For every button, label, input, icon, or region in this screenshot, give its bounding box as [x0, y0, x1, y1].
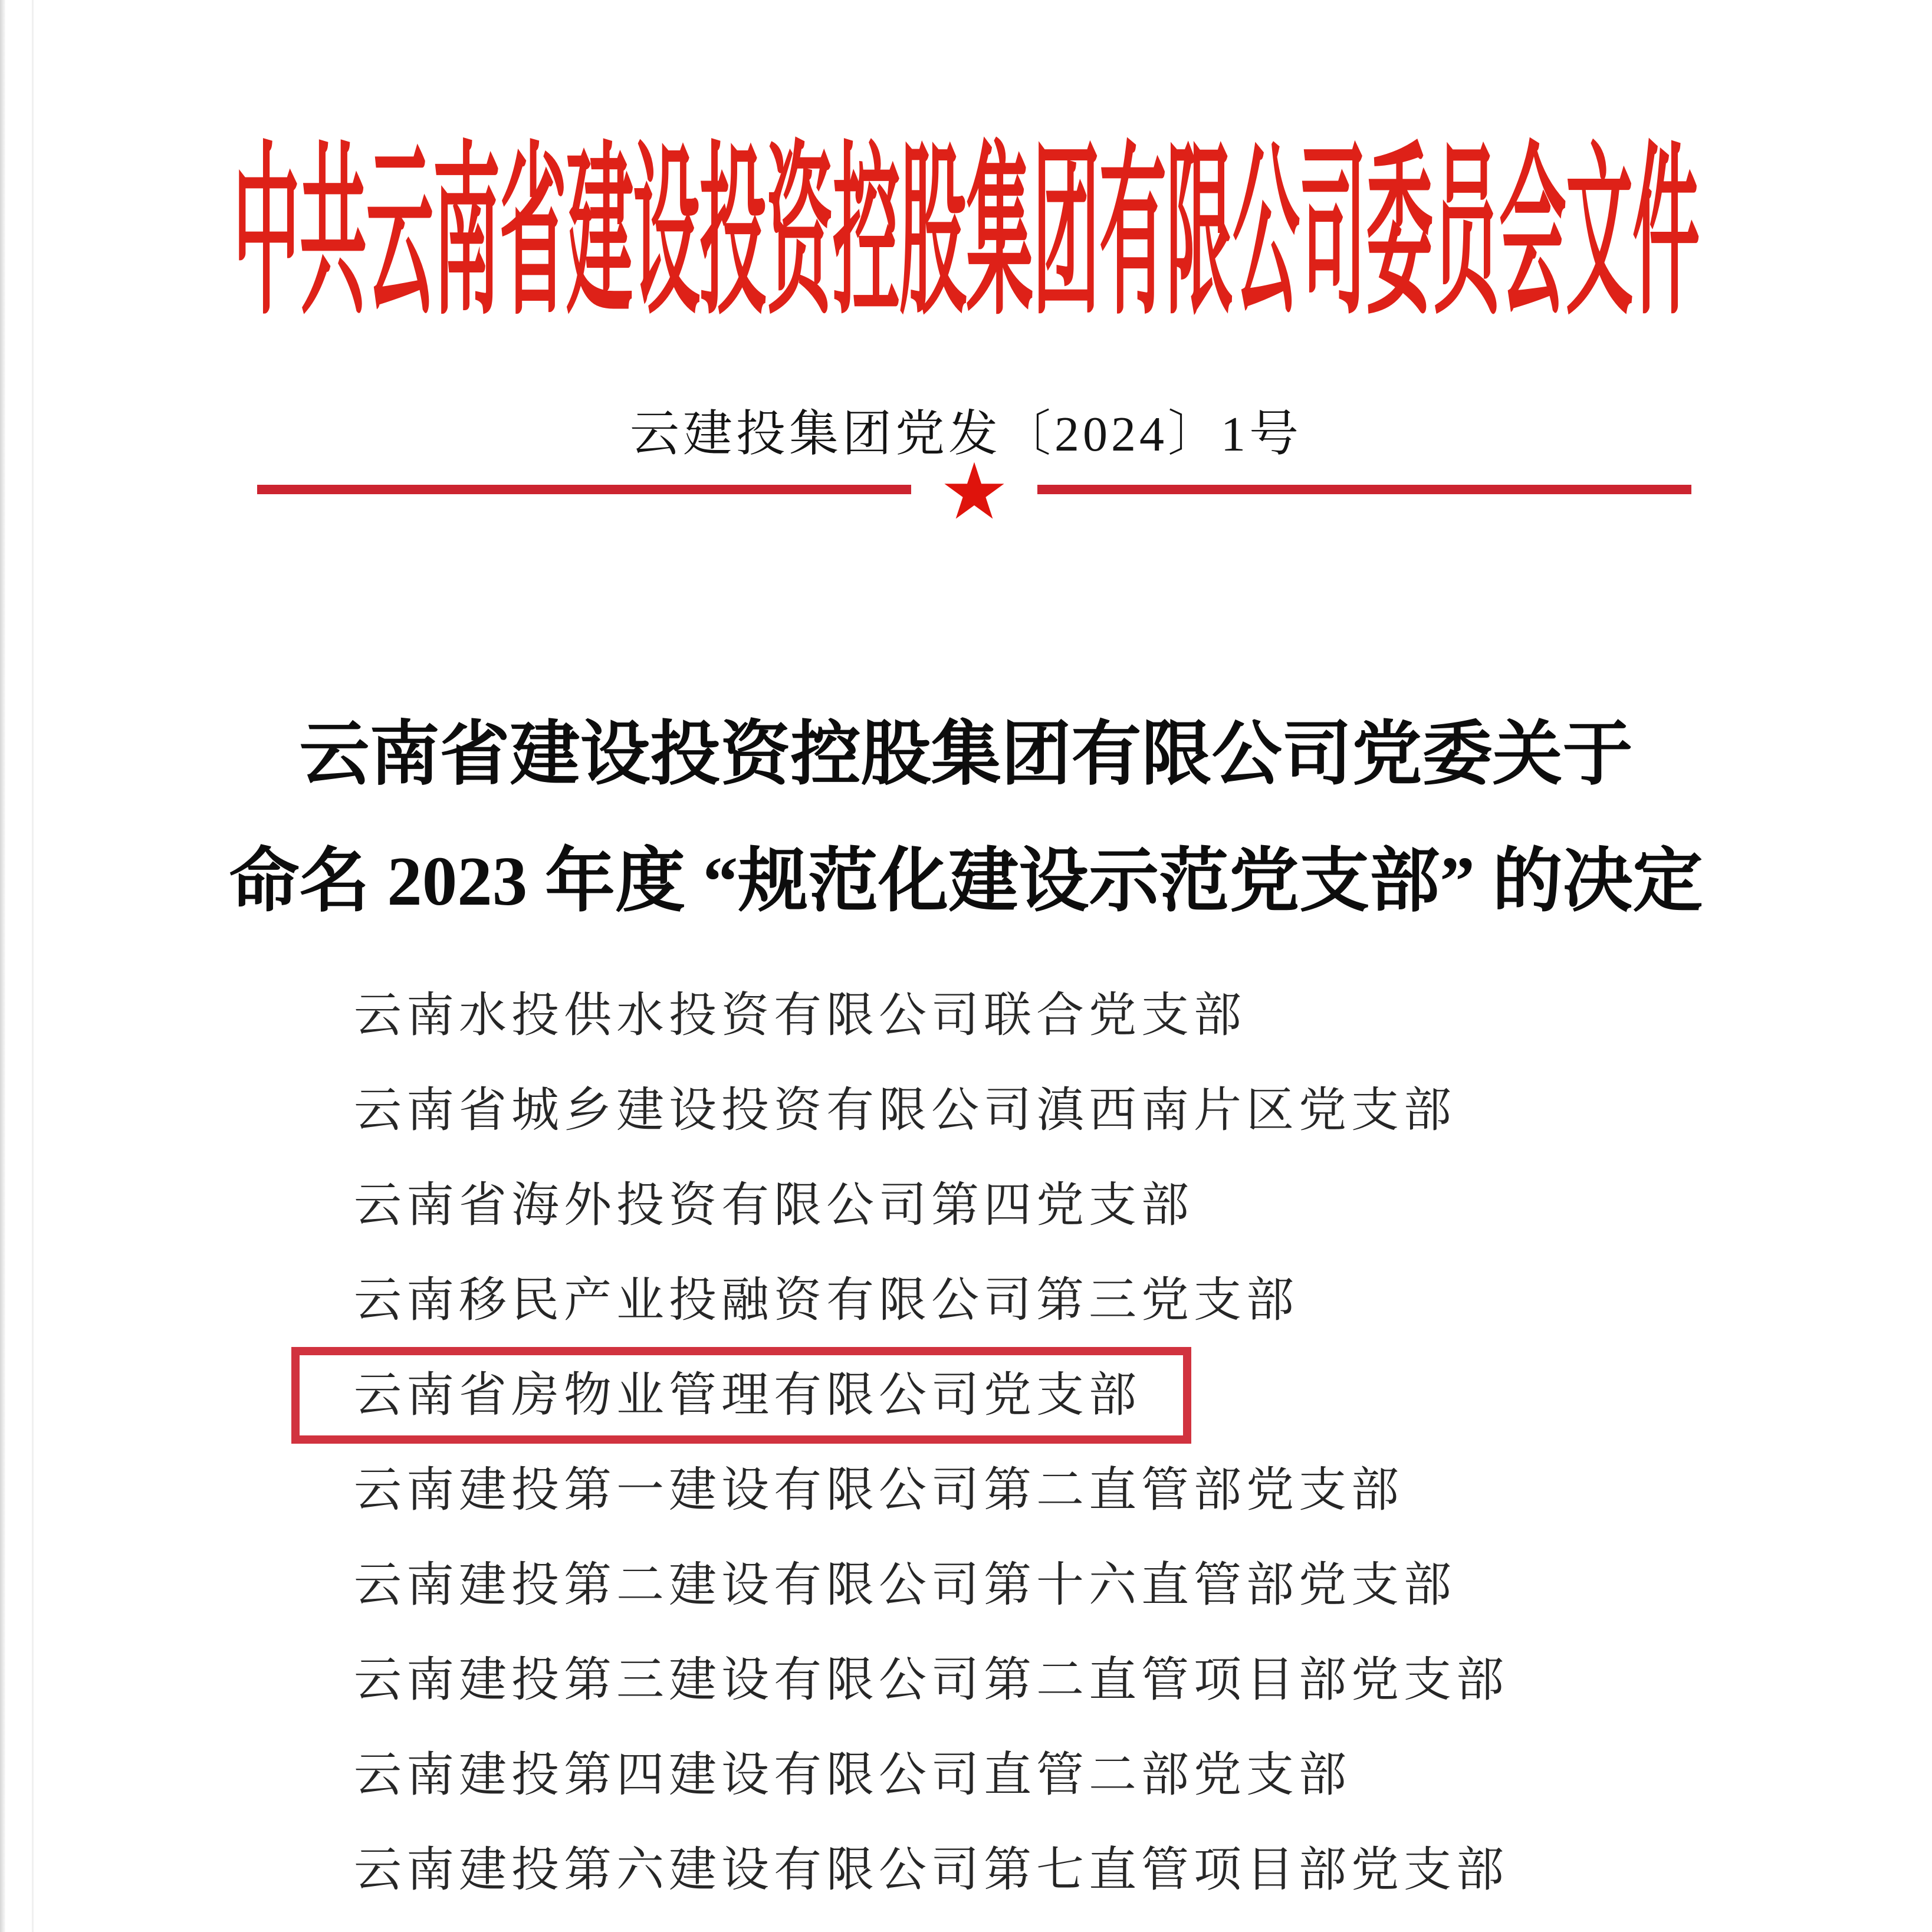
divider-line-right	[1037, 485, 1691, 494]
list-item-highlighted: 云南省房物业管理有限公司党支部	[354, 1369, 1142, 1422]
list-item: 云南省城乡建设投资有限公司滇西南片区党支部	[354, 1084, 1457, 1137]
list-item: 云南建投第一建设有限公司第二直管部党支部	[354, 1464, 1404, 1517]
document-title-line2: 命名 2023 年度 “规范化建设示范党支部” 的决定	[229, 842, 1703, 920]
document-title-line1: 云南省建设投资控股集团有限公司党委关于	[299, 715, 1633, 793]
list-item: 云南建投第四建设有限公司直管二部党支部	[354, 1749, 1352, 1802]
letterhead-title: 中共云南省建设投资控股集团有限公司委员会文件	[232, 130, 1699, 337]
list-item: 云南建投第六建设有限公司第七直管项目部党支部	[354, 1844, 1509, 1897]
list-item: 云南建投第二建设有限公司第十六直管部党支部	[354, 1559, 1457, 1612]
list-item: 云南省海外投资有限公司第四党支部	[354, 1179, 1194, 1232]
star-icon: ★	[939, 446, 1010, 537]
list-item: 云南建投第三建设有限公司第二直管项目部党支部	[354, 1654, 1509, 1707]
list-item: 云南移民产业投融资有限公司第三党支部	[354, 1274, 1299, 1327]
red-divider	[257, 446, 1691, 537]
letterhead	[0, 84, 1932, 337]
divider-line-left	[257, 485, 911, 494]
list-item: 云南水投供水投资有限公司联合党支部	[354, 989, 1247, 1042]
document-number: 云建投集团党发〔2024〕1号	[629, 407, 1302, 462]
page-left-edge-line-faint	[32, 0, 34, 1932]
page-left-edge-line	[0, 0, 5, 1932]
